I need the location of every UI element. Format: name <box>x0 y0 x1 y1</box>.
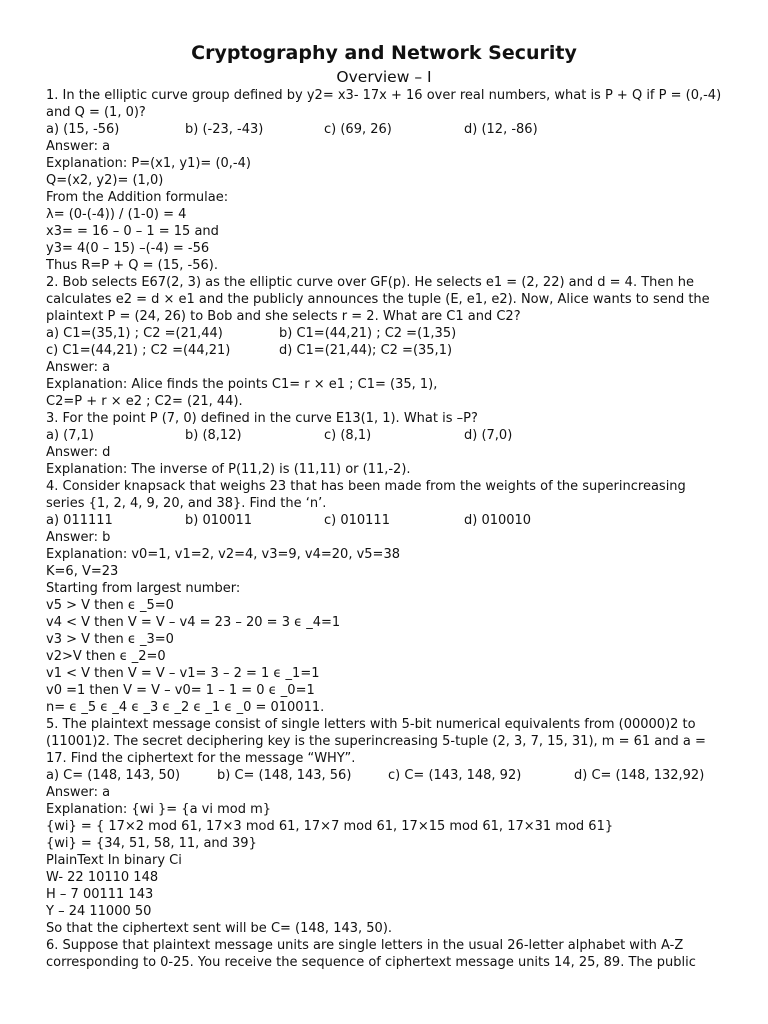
options-row <box>46 427 722 444</box>
question-text: 4. Consider knapsack that weighs 23 that has been made from the weights of the superincreasing series {1, 2, 4, 9, 20, and 38}. Find the ‘n’. <box>46 479 686 511</box>
option-b: b) (-23, -43) <box>185 122 264 137</box>
option-b: b) C1=(44,21) ; C2 =(1,35) <box>279 326 457 341</box>
option-d: d) (12, -86) <box>464 122 538 137</box>
explanation-line: Explanation: Alice finds the points C1= r × e1 ; C1= (35, 1), <box>46 377 438 392</box>
option-d: d) (7,0) <box>464 428 513 443</box>
option-b: b) 010011 <box>185 513 253 528</box>
option-b: b) C= (148, 143, 56) <box>217 768 352 783</box>
explanation-line: v4 < V then V = V – v4 = 23 – 20 = 3 ϵ _4=1 <box>46 615 341 630</box>
explanation-line: W- 22 10110 148 <box>46 870 159 885</box>
option-a: a) C1=(35,1) ; C2 =(21,44) <box>46 326 223 341</box>
question-text: 5. The plaintext message consist of single letters with 5-bit numerical equivalents from (00000)2 to (11001)2. The secret deciphering key is the superincreasing 5-tuple (2, 3, 7, 15, 31), m = 61 and a = 17. Find the ciphertext for the message “WHY”. <box>46 717 706 766</box>
explanation-line: Explanation: P=(x1, y1)= (0,-4) <box>46 156 251 171</box>
explanation-line: n= ϵ _5 ϵ _4 ϵ _3 ϵ _2 ϵ _1 ϵ _0 = 010011. <box>46 700 325 715</box>
explanation-line: From the Addition formulae: <box>46 190 229 205</box>
explanation-line: v2>V then ϵ _2=0 <box>46 649 166 664</box>
document-title: Cryptography and Network Security <box>191 42 577 64</box>
question-6 <box>46 937 722 971</box>
option-c: c) C1=(44,21) ; C2 =(44,21) <box>46 343 231 358</box>
question-1 <box>46 87 722 274</box>
option-c: c) (8,1) <box>324 428 372 443</box>
explanation-line: {wi} = { 17×2 mod 61, 17×3 mod 61, 17×7 mod 61, 17×15 mod 61, 17×31 mod 61} <box>46 819 614 834</box>
explanation-line: Explanation: v0=1, v1=2, v2=4, v3=9, v4=20, v5=38 <box>46 547 400 562</box>
question-text: 1. In the elliptic curve group defined by y2= x3- 17x + 16 over real numbers, what is P + Q if P = (0,-4) and Q = (1, 0)? <box>46 88 722 120</box>
option-a: a) (15, -56) <box>46 122 120 137</box>
explanation-line: v3 > V then ϵ _3=0 <box>46 632 174 647</box>
option-a: a) C= (148, 143, 50) <box>46 768 181 783</box>
explanation-line: v5 > V then ϵ _5=0 <box>46 598 174 613</box>
explanation-line: K=6, V=23 <box>46 564 119 579</box>
explanation-line: λ= (0-(-4)) / (1-0) = 4 <box>46 207 187 222</box>
question-2 <box>46 274 722 410</box>
explanation-line: v0 =1 then V = V – v0= 1 – 1 = 0 ϵ _0=1 <box>46 683 315 698</box>
options-row <box>46 325 722 342</box>
options-row <box>46 121 722 138</box>
explanation-line: x3= = 16 – 0 – 1 = 15 and <box>46 224 219 239</box>
explanation-line: Starting from largest number: <box>46 581 241 596</box>
question-text: 6. Suppose that plaintext message units are single letters in the usual 26-letter alphabet with A-Z corresponding to 0-25. You receive the sequence of ciphertext message units 14, 25, 89. The public <box>46 938 696 970</box>
question-3 <box>46 410 722 478</box>
explanation-line: Q=(x2, y2)= (1,0) <box>46 173 164 188</box>
option-c: c) 010111 <box>324 513 390 528</box>
question-4 <box>46 478 722 716</box>
explanation-line: y3= 4(0 – 15) –(-4) = -56 <box>46 241 210 256</box>
option-a: a) 011111 <box>46 513 113 528</box>
explanation-line: PlainText In binary Ci <box>46 853 182 868</box>
explanation-line: Explanation: The inverse of P(11,2) is (11,11) or (11,-2). <box>46 462 411 477</box>
answer-line: Answer: a <box>46 785 111 800</box>
explanation-line: v1 < V then V = V – v1= 3 – 2 = 1 ϵ _1=1 <box>46 666 320 681</box>
explanation-line: Explanation: {wi }= {a vi mod m} <box>46 802 272 817</box>
options-row <box>46 767 722 784</box>
explanation-line: {wi} = {34, 51, 58, 11, and 39} <box>46 836 257 851</box>
options-row <box>46 342 722 359</box>
question-text: 2. Bob selects E67(2, 3) as the elliptic curve over GF(p). He selects e1 = (2, 22) and d = 4. Then he calculates e2 = d × e1 and the publicly announces the tuple (E, e1, e2). Now, Alice wants to send the plaintext P = (24, 26) to Bob and she selects r = 2. What are C1 and C2? <box>46 275 710 324</box>
question-text: 3. For the point P (7, 0) defined in the curve E13(1, 1). What is –P? <box>46 411 478 426</box>
options-row <box>46 512 722 529</box>
explanation-line: H – 7 00111 143 <box>46 887 154 902</box>
option-a: a) (7,1) <box>46 428 94 443</box>
option-c: c) C= (143, 148, 92) <box>388 768 522 783</box>
explanation-line: Y – 24 11000 50 <box>46 904 152 919</box>
explanation-line: So that the ciphertext sent will be C= (148, 143, 50). <box>46 921 393 936</box>
answer-line: Answer: b <box>46 530 111 545</box>
answer-line: Answer: a <box>46 139 111 154</box>
question-5 <box>46 716 722 937</box>
document-subtitle: Overview – I <box>336 68 432 86</box>
option-c: c) (69, 26) <box>324 122 392 137</box>
explanation-line: C2=P + r × e2 ; C2= (21, 44). <box>46 394 243 409</box>
option-b: b) (8,12) <box>185 428 242 443</box>
option-d: d) C= (148, 132,92) <box>574 768 705 783</box>
option-d: d) C1=(21,44); C2 =(35,1) <box>279 343 453 358</box>
answer-line: Answer: d <box>46 445 111 460</box>
answer-line: Answer: a <box>46 360 111 375</box>
explanation-line: Thus R=P + Q = (15, -56). <box>46 258 218 273</box>
option-d: d) 010010 <box>464 513 532 528</box>
